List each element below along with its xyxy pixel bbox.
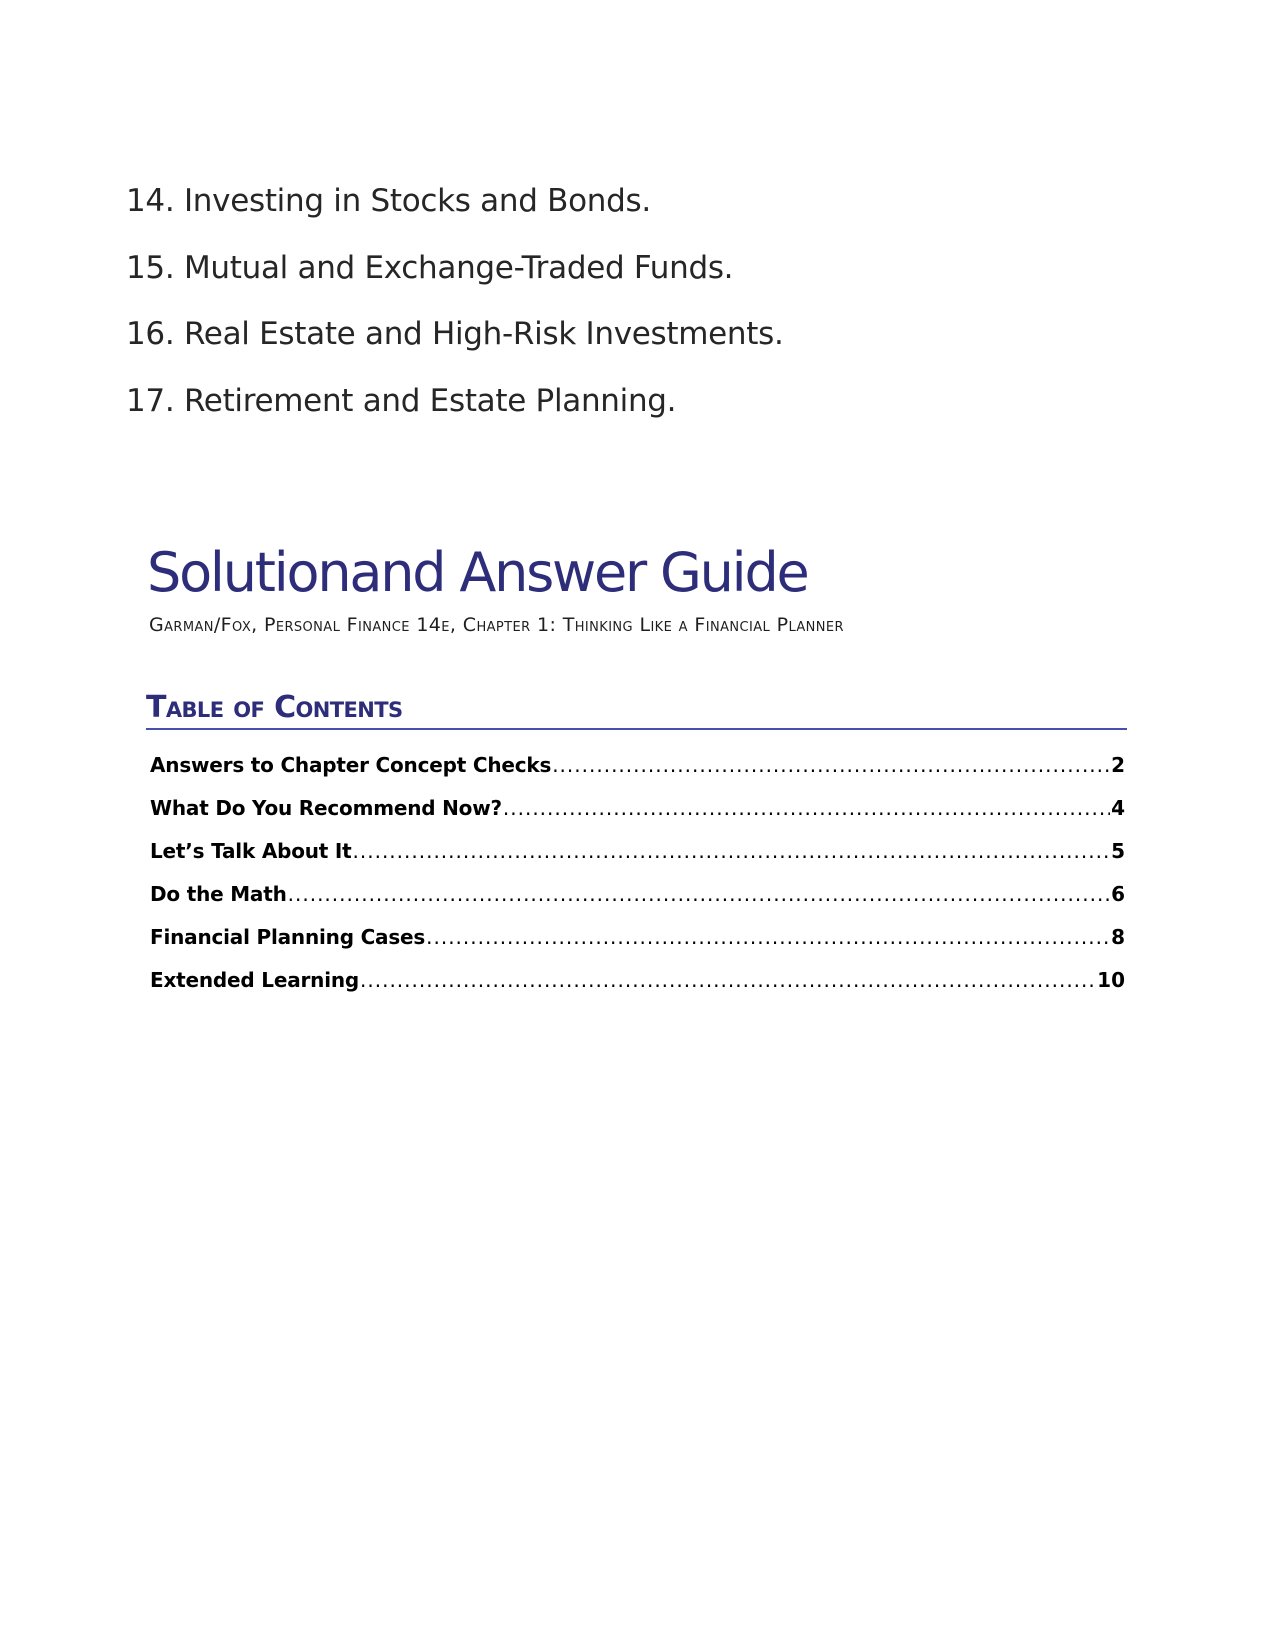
toc-entry-label: Let’s Talk About It [150, 839, 352, 863]
toc-entry-page: 8 [1111, 925, 1125, 949]
toc-dot-leader [503, 796, 1110, 820]
chapter-item-14: 14. Investing in Stocks and Bonds. [126, 183, 651, 219]
guide-title: Solutionand Answer Guide [147, 541, 808, 604]
toc-entry-page: 5 [1111, 839, 1125, 863]
toc-entry-talk-about-it[interactable] [150, 839, 1125, 882]
toc-list [150, 753, 1125, 1011]
toc-entry-label: Financial Planning Cases [150, 925, 426, 949]
toc-heading: Table of Contents [146, 690, 403, 725]
toc-entry-recommend-now[interactable] [150, 796, 1125, 839]
toc-entry-extended-learning[interactable] [150, 968, 1125, 1011]
toc-entry-concept-checks[interactable] [150, 753, 1125, 796]
toc-entry-label: Answers to Chapter Concept Checks [150, 753, 552, 777]
toc-entry-page: 10 [1097, 968, 1125, 992]
toc-dot-leader [360, 968, 1096, 992]
toc-entry-label: Do the Math [150, 882, 287, 906]
guide-subtitle: Garman/Fox, Personal Finance 14e, Chapter 1: Thinking Like a Financial Planner [149, 614, 844, 636]
toc-entry-page: 6 [1111, 882, 1125, 906]
toc-entry-do-the-math[interactable] [150, 882, 1125, 925]
toc-dot-leader [426, 925, 1110, 949]
toc-dot-leader [552, 753, 1110, 777]
toc-entry-page: 2 [1111, 753, 1125, 777]
toc-dot-leader [353, 839, 1111, 863]
toc-entry-label: Extended Learning [150, 968, 360, 992]
toc-dot-leader [288, 882, 1110, 906]
toc-heading-rule [146, 688, 1127, 730]
chapter-list [126, 168, 784, 434]
toc-entry-planning-cases[interactable] [150, 925, 1125, 968]
toc-entry-label: What Do You Recommend Now? [150, 796, 502, 820]
chapter-item-17: 17. Retirement and Estate Planning. [126, 382, 677, 419]
chapter-item-16: 16. Real Estate and High-Risk Investments. [126, 316, 784, 352]
toc-entry-page: 4 [1111, 796, 1125, 820]
chapter-item-15: 15. Mutual and Exchange-Traded Funds. [126, 249, 734, 286]
